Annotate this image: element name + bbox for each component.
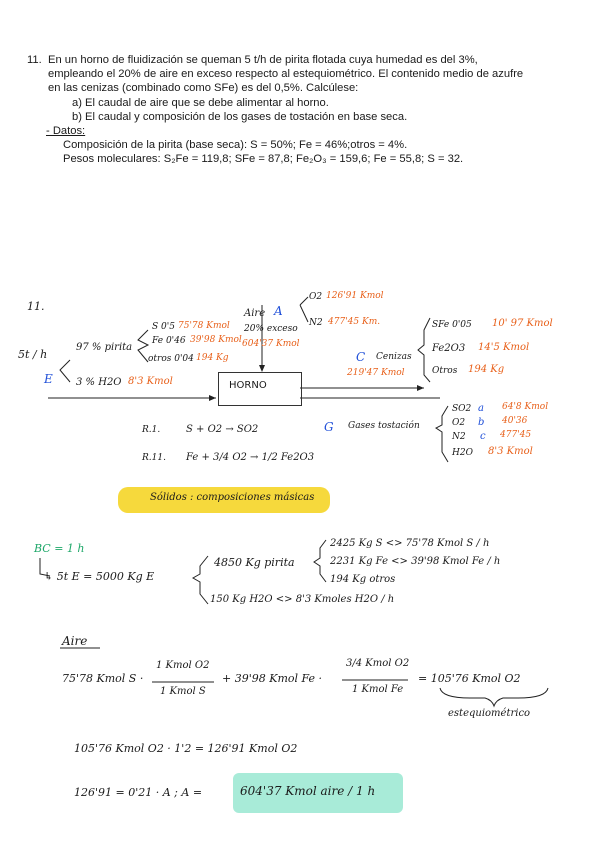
- h2o-value: 8'3 Kmol: [128, 376, 173, 387]
- entrada-pirita: 4850 Kg pirita: [214, 556, 295, 569]
- h2o-percent: 3 % H2O: [76, 377, 122, 388]
- horno-label: HORNO: [229, 380, 267, 391]
- estequiometrico-label: estequiométrico: [448, 708, 531, 719]
- n2-gas-kmol: 477'45: [500, 430, 532, 440]
- o2-kmol: 126'91 Kmol: [326, 291, 384, 301]
- so2-kmol: 64'8 Kmol: [502, 402, 549, 412]
- aire-kmol: 604'37 Kmol: [242, 339, 300, 349]
- so2-letter: a: [478, 403, 484, 414]
- aire-section-title: Aire: [62, 634, 88, 648]
- composition-line: Composición de la pirita (base seca): S = 50%; Fe = 46%;otros = 4%.: [63, 139, 408, 151]
- note-number: 11.: [27, 300, 45, 313]
- cenizas-kmol: 219'47 Kmol: [347, 368, 405, 378]
- molecular-weights-line: Pesos moleculares: S₂Fe = 119,8; SFe = 87,8; Fe₂O₃ = 159,6; Fe = 55,8; S = 32.: [63, 153, 464, 165]
- o2-gas-label: O2: [452, 418, 466, 428]
- so2-label: SO2: [452, 404, 472, 414]
- entrada-line: ↳ 5t E = 5000 Kg E: [44, 570, 155, 583]
- s-fraction: S 0'5: [152, 322, 175, 332]
- highlight-text: Sólidos : composiciones másicas: [150, 492, 315, 503]
- eq3-result: 604'37 Kmol aire / 1 h: [240, 784, 376, 798]
- n2-kmol: 477'45 Km.: [328, 317, 381, 327]
- reaction-2-equation: Fe + 3/4 O2 → 1/2 Fe2O3: [186, 452, 315, 463]
- fe-kmol: 39'98 Kmol: [190, 335, 242, 345]
- fe-fraction: Fe 0'46: [152, 336, 186, 346]
- exceso-label: 20% exceso: [244, 324, 298, 334]
- problem-number: 11.: [27, 54, 42, 66]
- sfe-kmol: 10' 97 Kmol: [492, 318, 553, 329]
- base-calculo: BC = 1 h: [34, 542, 85, 555]
- h2o-gas-label: H2O: [452, 448, 473, 458]
- problem-line-1: En un horno de fluidización se queman 5 t/h de pirita flotada cuya humedad es del 3%,: [48, 54, 478, 66]
- question-b: b) El caudal y composición de los gases de tostación en base seca.: [72, 111, 408, 123]
- o2-gas-letter: b: [478, 417, 485, 428]
- eq1-sulfur: 75'78 Kmol S ·: [62, 672, 144, 685]
- pirita-percent: 97 % pirita: [76, 342, 133, 353]
- n2-label: N2: [309, 318, 323, 328]
- fe2o3-label: Fe2O3: [432, 343, 466, 354]
- label-C: C: [356, 350, 366, 364]
- problem-line-3: en las cenizas (combinado como SFe) es del 0,5%. Calcúlese:: [48, 82, 359, 94]
- eq1-result: = 105'76 Kmol O2: [418, 672, 521, 685]
- eq1-frac2-den: 1 Kmol Fe: [352, 684, 404, 695]
- aire-label: Aire: [244, 308, 266, 319]
- eq3-air: 126'91 = 0'21 · A ; A =: [74, 786, 203, 799]
- reaction-2-label: R.11.: [142, 453, 166, 463]
- datos-label: - Datos:: [46, 125, 86, 137]
- pirita-s: 2425 Kg S <> 75'78 Kmol S / h: [330, 538, 490, 549]
- eq1-frac2-num: 3/4 Kmol O2: [346, 658, 410, 669]
- otros-ash-label: Otros: [432, 366, 458, 376]
- eq2-excess: 105'76 Kmol O2 · 1'2 = 126'91 Kmol O2: [74, 742, 298, 755]
- s-kmol: 75'78 Kmol: [178, 321, 230, 331]
- problem-line-2: empleando el 20% de aire en exceso respecto al estequiométrico. El contenido medio de azufre: [48, 68, 524, 80]
- otros-fraction: otros 0'04: [148, 354, 194, 364]
- gases-label: Gases tostación: [348, 421, 420, 431]
- otros-kg: 194 Kg: [196, 353, 229, 363]
- label-A: A: [274, 304, 283, 318]
- feed-rate: 5t / h: [18, 348, 48, 361]
- eq1-iron: + 39'98 Kmol Fe ·: [222, 672, 323, 685]
- n2-gas-letter: c: [480, 431, 486, 442]
- reaction-1-label: R.1.: [142, 425, 161, 435]
- cenizas-label: Cenizas: [376, 352, 412, 362]
- o2-label: O2: [309, 292, 323, 302]
- o2-gas-kmol: 40'36: [502, 416, 528, 426]
- h2o-gas-kmol: 8'3 Kmol: [488, 446, 533, 457]
- sfe-label: SFe 0'05: [432, 320, 472, 330]
- question-a: a) El caudal de aire que se debe alimentar al horno.: [72, 97, 329, 109]
- otros-ash-kg: 194 Kg: [468, 364, 505, 375]
- reaction-1-equation: S + O2 → SO2: [186, 424, 259, 435]
- label-E: E: [44, 372, 53, 386]
- label-G: G: [324, 420, 334, 434]
- fe2o3-kmol: 14'5 Kmol: [478, 342, 530, 353]
- entrada-h2o: 150 Kg H2O <> 8'3 Kmoles H2O / h: [210, 594, 395, 605]
- n2-gas-label: N2: [452, 432, 466, 442]
- pirita-otros: 194 Kg otros: [330, 574, 396, 585]
- eq1-frac1-num: 1 Kmol O2: [156, 660, 210, 671]
- pirita-fe: 2231 Kg Fe <> 39'98 Kmol Fe / h: [330, 556, 501, 567]
- eq1-frac1-den: 1 Kmol S: [160, 686, 206, 697]
